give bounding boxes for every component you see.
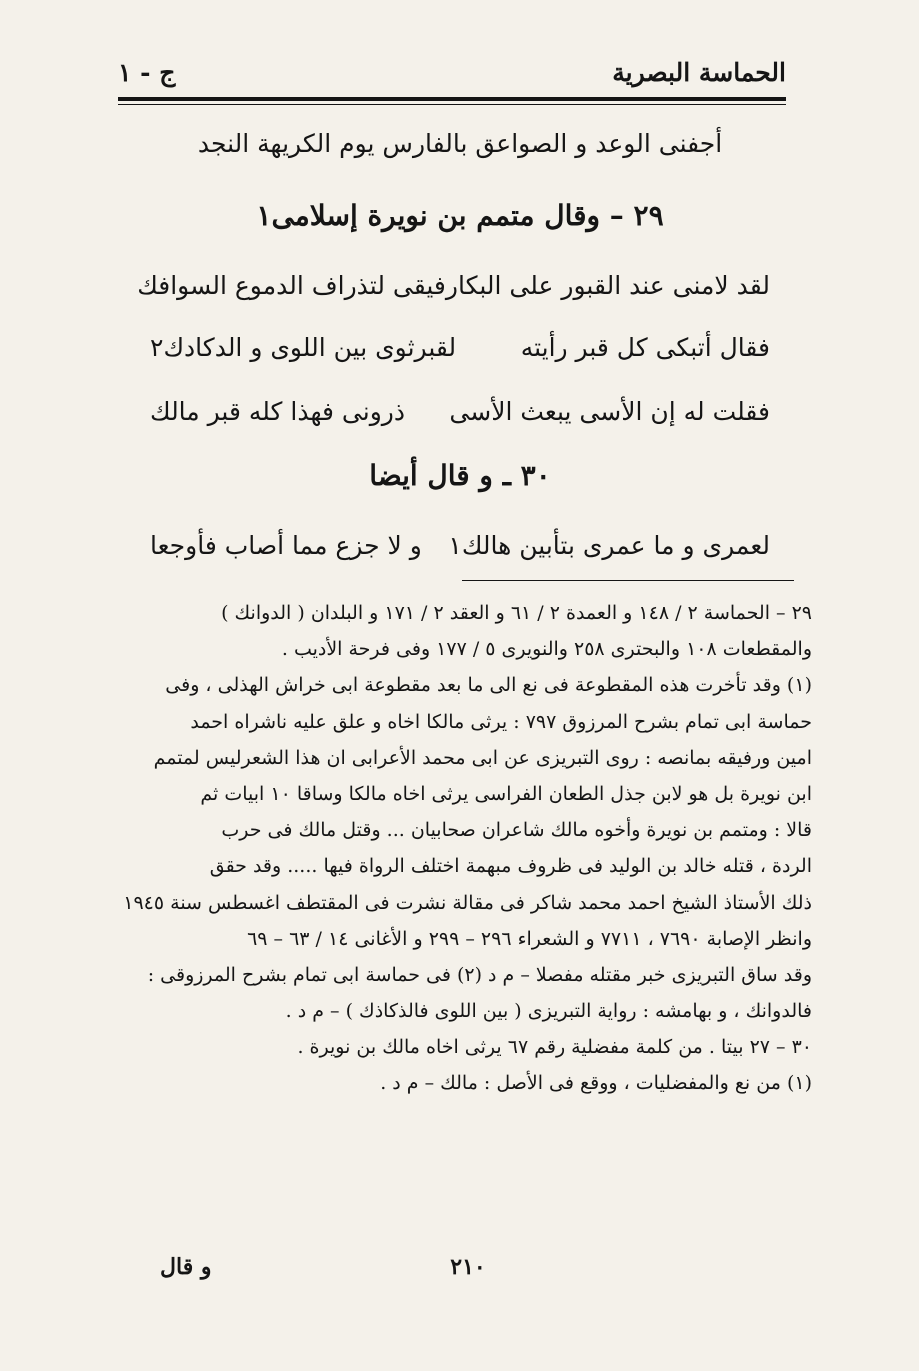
footnote-line: حماسة ابى تمام بشرح المرزوق ٧٩٧ : يرثى مالكا اخاه و علق عليه ناشراه احمد [190,710,812,733]
second-hemistich: ذرونى فهذا كله قبر مالك [150,396,405,426]
poem-heading: ٢٩ – وقال متمم بن نويرة إسلامى١ [256,198,664,232]
footnotes [118,595,812,1102]
footnote-line: والمقطعات ١٠٨ والبحترى ٢٥٨ والنويرى ٥ / ١٧٧ وفى فرحة الأديب . [281,638,812,661]
first-hemistich: لعمرى و ما عمرى بتأبين هالك١ [448,530,770,560]
header-rule [118,97,786,101]
footnote-rule [462,580,794,581]
first-hemistich: فقال أتبكى كل قبر رأيته [520,332,770,362]
second-hemistich: لقبرثوى بين اللوى و الدكادك٢ [150,332,457,362]
poem-heading: ٣٠ ـ و قال أيضا [369,458,551,492]
second-hemistich: رفيقى لتذراف الدموع السوافك [137,270,458,300]
footnote-line: (١) وقد تأخرت هذه المقطوعة فى نع الى ما بعد مقطوعة ابى خراش الهذلى ، وفى [165,674,812,697]
verse-line [150,322,770,372]
footnote-line: ٣٠ – ٢٧ بيتا . من كلمة مفضلية رقم ٦٧ يرثى اخاه مالك بن نويرة . [297,1036,812,1059]
verse-text: أجفنى الوعد و الصواعق بالفارس يوم الكريهة النجد [197,128,723,158]
footnote-line: ابن نويرة بل هو لابن جذل الطعان الفراسى يرثى اخاه مالكا وساقا ١٠ ابيات ثم [200,782,812,805]
second-hemistich: و لا جزع مما أصاب فأوجعا [150,530,422,560]
footnote-line: الردة ، قتله خالد بن الوليد فى ظروف مبهمة اختلف الرواة فيها ..... وقد حقق [209,855,812,878]
footnote-line: ذلك الأستاذ الشيخ احمد محمد شاكر فى مقالة نشرت فى المقتطف اغسطس سنة ١٩٤٥ [123,891,812,914]
footnote-line: ٢٩ – الحماسة ٢ / ١٤٨ و العمدة ٢ / ٦١ و العقد ٢ / ١٧١ و البلدان ( الدوانك ) [221,602,812,624]
running-header [118,52,786,92]
book-title: الحماسة البصرية [612,57,786,87]
first-hemistich: فقلت له إن الأسى يبعث الأسى [449,396,770,426]
verse-line [150,386,770,436]
footnote-line: امين ورفيقه بمانصه : روى التبريزى عن ابى محمد الأعرابى ان هذا الشعرليس لمتمم [153,746,812,769]
footnote-line: (١) من نع والمفضليات ، ووقع فى الأصل : مالك – م د . [380,1072,812,1095]
page-footer [118,1254,818,1294]
catchword: و قال [160,1254,212,1280]
footnote-line: قالا : ومتمم بن نويرة وأخوه مالك شاعران صحابيان ... وقتل مالك فى حرب [221,819,812,842]
footnote-line: وانظر الإصابة ٧٦٩٠ ، ٧٧١١ و الشعراء ٢٩٦ – ٢٩٩ و الأغانى ١٤ / ٦٣ – ٦٩ [247,927,812,950]
volume-label: ج - ١ [118,57,176,87]
verse-line [137,260,770,310]
header-rule-thin [118,104,786,105]
page-number: ٢١٠ [450,1254,486,1280]
first-hemistich: لقد لامنى عند القبور على البكا [457,270,770,300]
footnote-line: فالدوانك ، و بهامشه : رواية التبريزى ( بين اللوى فالذكاذك ) – م د . [285,1000,812,1023]
verse-line [150,520,770,570]
verse-line [150,118,770,168]
footnote-line: وقد ساق التبريزى خبر مقتله مفصلا – م د (٢) فى حماسة ابى تمام بشرح المرزوقى : [147,963,812,986]
